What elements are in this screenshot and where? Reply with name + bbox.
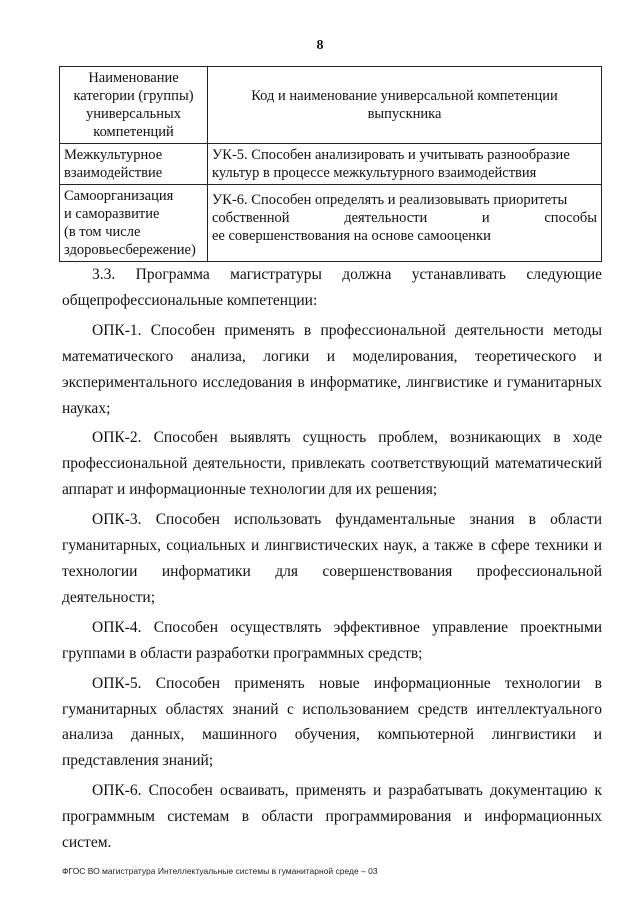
competence-line: ее совершенствования на основе самооценки: [212, 228, 491, 244]
header-category-line: компетенций: [93, 124, 174, 140]
header-competence-cell: [208, 67, 602, 144]
header-category-line: Наименование: [88, 70, 179, 86]
competence-cell: [208, 144, 602, 185]
header-category-line: категории (группы): [73, 88, 194, 104]
paragraph: ОПК-1. Способен применять в профессиональной деятельности методы математического анализа, логики и моделирования, теоретического и экспериментального исследования в информатике, лингвистике и гуманитарных науках;: [62, 321, 602, 417]
competence-line: УК-5. Способен анализировать и учитывать разнообразие: [212, 147, 570, 163]
paragraph: ОПК-3. Способен использовать фундаментальные знания в области гуманитарных, социальных и лингвистических наук, а также в сфере техники и технологии информатики для совершенствования профессиональной деятельности;: [62, 511, 602, 606]
competence-line: собственной деятельности и способы: [212, 210, 597, 226]
paragraph: 3.3. Программа магистратуры должна устанавливать следующие общепрофессиональные компетенции:: [62, 266, 602, 309]
header-competence-line: выпускника: [367, 106, 442, 122]
category-line: Межкультурное: [64, 147, 163, 163]
header-competence-line: Код и наименование универсальной компетенции: [251, 88, 558, 104]
paragraph: ОПК-2. Способен выявлять сущность проблем, возникающих в ходе профессиональной деятельности, привлекать соответствующий математический аппарат и информационные технологии для их решения;: [62, 429, 602, 499]
table-header-row: [60, 67, 602, 144]
page-number: 8: [316, 38, 324, 53]
paragraph: ОПК-6. Способен осваивать, применять и разрабатывать документацию к программным системам в области программирования и информационных систем.: [62, 782, 602, 852]
category-line: и саморазвитие: [64, 206, 160, 222]
competence-line: УК-6. Способен определять и реализовывать приоритеты: [212, 192, 568, 208]
category-line: (в том числе: [64, 224, 141, 240]
competence-line: культур в процессе межкультурного взаимодействия: [212, 165, 537, 181]
category-cell: [60, 185, 208, 262]
category-line: взаимодействие: [64, 165, 163, 181]
header-category-line: универсальных: [86, 106, 181, 122]
table-row: [60, 144, 602, 185]
category-line: Самоорганизация: [64, 188, 174, 204]
footer: ФГОС ВО магистратура Интеллектуальные системы в гуманитарной среде – 03: [62, 866, 378, 876]
competencies-table: [59, 66, 602, 262]
category-cell: [60, 144, 208, 185]
header-category-cell: [60, 67, 208, 144]
competence-cell: [208, 185, 602, 262]
body-text: [62, 262, 602, 860]
category-line: здоровьесбережение): [64, 242, 196, 258]
table-row: [60, 185, 602, 262]
paragraph: ОПК-4. Способен осуществлять эффективное управление проектными группами в области разработки программных средств;: [62, 618, 602, 662]
paragraph: ОПК-5. Способен применять новые информационные технологии в гуманитарных областях знаний с использованием средств интеллектуального анализа данных, машинного обучения, компьютерной лингвистики и представления знаний;: [62, 674, 602, 770]
